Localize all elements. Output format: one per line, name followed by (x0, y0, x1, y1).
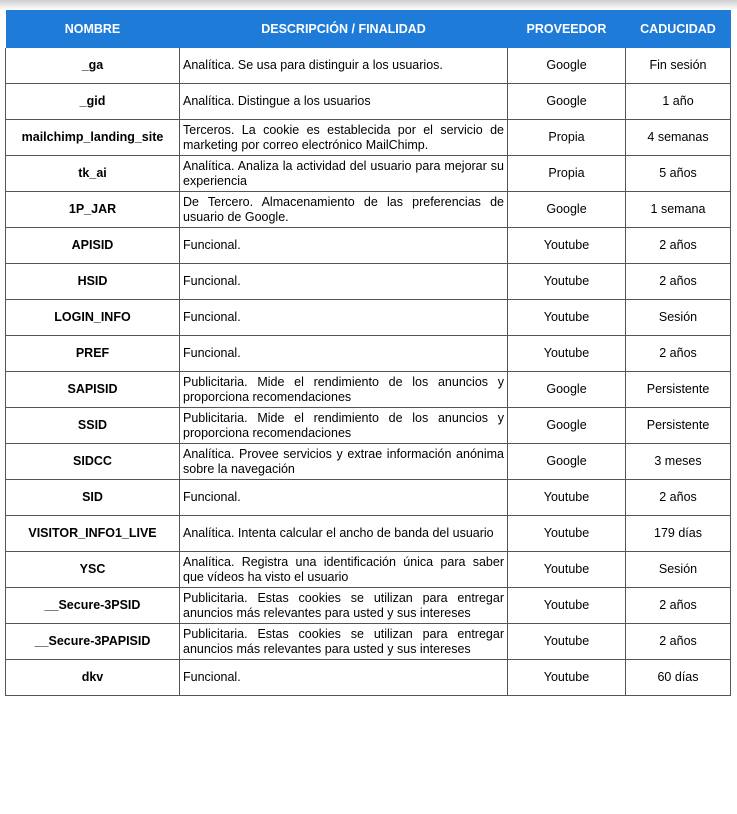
cookie-provider: Google (508, 48, 626, 84)
cookie-expiry: Fin sesión (626, 48, 731, 84)
cookie-name: __Secure-3PSID (6, 588, 180, 624)
cookie-name: SID (6, 480, 180, 516)
table-row (6, 660, 731, 696)
cookie-name: YSC (6, 552, 180, 588)
cookie-provider: Youtube (508, 300, 626, 336)
cookie-table (5, 10, 731, 696)
table-row (6, 192, 731, 228)
cookie-provider: Youtube (508, 516, 626, 552)
table-row (6, 120, 731, 156)
cookie-provider: Propia (508, 120, 626, 156)
cookie-expiry: Sesión (626, 552, 731, 588)
table-row (6, 624, 731, 660)
table-row (6, 480, 731, 516)
cookie-provider: Youtube (508, 480, 626, 516)
cookie-name: __Secure-3PAPISID (6, 624, 180, 660)
cookie-expiry: Sesión (626, 300, 731, 336)
cookie-description: Publicitaria. Mide el rendimiento de los anuncios y proporciona recomendaciones (180, 372, 508, 408)
cookie-expiry: 2 años (626, 336, 731, 372)
table-row (6, 552, 731, 588)
header-name: NOMBRE (6, 10, 180, 48)
header-provider: PROVEEDOR (508, 10, 626, 48)
cookie-expiry: 2 años (626, 264, 731, 300)
top-shadow (0, 0, 737, 10)
cookie-name: _ga (6, 48, 180, 84)
cookie-name: VISITOR_INFO1_LIVE (6, 516, 180, 552)
cookie-description: Publicitaria. Estas cookies se utilizan para entregar anuncios más relevantes para usted y sus intereses (180, 624, 508, 660)
cookie-provider: Youtube (508, 336, 626, 372)
cookie-expiry: 2 años (626, 588, 731, 624)
table-row (6, 264, 731, 300)
cookie-name: LOGIN_INFO (6, 300, 180, 336)
cookie-description: Funcional. (180, 300, 508, 336)
cookie-description: Analítica. Distingue a los usuarios (180, 84, 508, 120)
cookie-name: dkv (6, 660, 180, 696)
cookie-expiry: 1 semana (626, 192, 731, 228)
table-row (6, 48, 731, 84)
table-row (6, 156, 731, 192)
cookie-provider: Google (508, 408, 626, 444)
cookie-expiry: 3 meses (626, 444, 731, 480)
header-expiry: CADUCIDAD (626, 10, 731, 48)
cookie-provider: Google (508, 192, 626, 228)
cookie-name: HSID (6, 264, 180, 300)
cookie-provider: Youtube (508, 228, 626, 264)
cookie-description: Analítica. Registra una identificación única para saber que vídeos ha visto el usuario (180, 552, 508, 588)
cookie-expiry: 2 años (626, 480, 731, 516)
cookie-description: Publicitaria. Estas cookies se utilizan para entregar anuncios más relevantes para usted y sus intereses (180, 588, 508, 624)
table-row (6, 408, 731, 444)
table-body (6, 48, 731, 696)
cookie-expiry: 60 días (626, 660, 731, 696)
cookie-description: Funcional. (180, 264, 508, 300)
cookie-expiry: Persistente (626, 408, 731, 444)
cookie-description: Funcional. (180, 480, 508, 516)
cookie-description: Funcional. (180, 336, 508, 372)
table-row (6, 588, 731, 624)
cookie-description: Analítica. Analiza la actividad del usuario para mejorar su experiencia (180, 156, 508, 192)
table-row (6, 84, 731, 120)
cookie-provider: Youtube (508, 588, 626, 624)
cookie-description: Analítica. Provee servicios y extrae información anónima sobre la navegación (180, 444, 508, 480)
table-row (6, 516, 731, 552)
cookie-expiry: 2 años (626, 624, 731, 660)
table-row (6, 300, 731, 336)
cookie-expiry: 2 años (626, 228, 731, 264)
cookie-description: Funcional. (180, 228, 508, 264)
cookie-name: APISID (6, 228, 180, 264)
table-row (6, 228, 731, 264)
cookie-name: _gid (6, 84, 180, 120)
cookie-description: Analítica. Intenta calcular el ancho de banda del usuario (180, 516, 508, 552)
cookie-provider: Youtube (508, 624, 626, 660)
cookie-name: mailchimp_landing_site (6, 120, 180, 156)
cookie-description: Terceros. La cookie es establecida por el servicio de marketing por correo electrónico MailChimp. (180, 120, 508, 156)
cookie-provider: Google (508, 444, 626, 480)
cookie-expiry: 1 año (626, 84, 731, 120)
cookie-provider: Youtube (508, 660, 626, 696)
cookie-provider: Youtube (508, 264, 626, 300)
cookie-name: SSID (6, 408, 180, 444)
cookie-description: Analítica. Se usa para distinguir a los usuarios. (180, 48, 508, 84)
header-description: DESCRIPCIÓN / FINALIDAD (180, 10, 508, 48)
cookie-provider: Propia (508, 156, 626, 192)
cookie-name: SAPISID (6, 372, 180, 408)
table-header-row (6, 10, 731, 48)
cookie-expiry: 5 años (626, 156, 731, 192)
cookie-description: De Tercero. Almacenamiento de las preferencias de usuario de Google. (180, 192, 508, 228)
cookie-name: PREF (6, 336, 180, 372)
cookie-expiry: Persistente (626, 372, 731, 408)
cookie-description: Funcional. (180, 660, 508, 696)
cookie-expiry: 179 días (626, 516, 731, 552)
cookie-provider: Google (508, 84, 626, 120)
cookie-description: Publicitaria. Mide el rendimiento de los anuncios y proporciona recomendaciones (180, 408, 508, 444)
cookie-expiry: 4 semanas (626, 120, 731, 156)
cookie-name: 1P_JAR (6, 192, 180, 228)
cookie-provider: Google (508, 372, 626, 408)
cookie-provider: Youtube (508, 552, 626, 588)
table-row (6, 372, 731, 408)
table-row (6, 444, 731, 480)
table-row (6, 336, 731, 372)
cookie-name: SIDCC (6, 444, 180, 480)
cookie-name: tk_ai (6, 156, 180, 192)
